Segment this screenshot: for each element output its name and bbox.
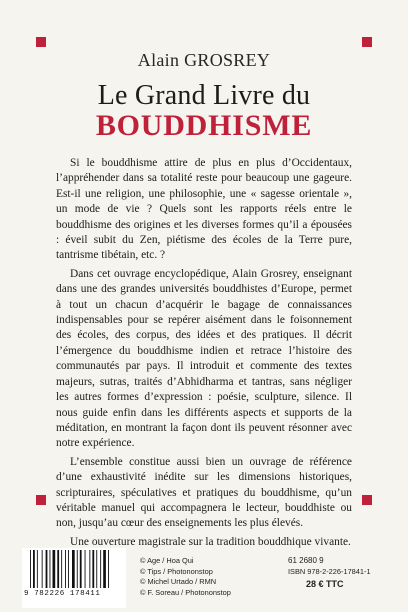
photo-credit: © Michel Urtado / RMN: [140, 577, 217, 586]
blurb-paragraph: Si le bouddhisme attire de plus en plus d’Occidentaux, l’appréhender dans sa totalité reste pour beaucoup une gageure. Est-il une religion, une philosophie, une « sagesse orientale », un mode de vie ? Quels sont les rapports réels entre le bouddhisme des origines et les diverses formes qu’il a épousées : éveil subit du Zen, piétisme des écoles de la Terre pure, tantrisme tibétain, etc. ?: [56, 157, 352, 262]
barcode-digits: 9 782226 178411: [24, 590, 101, 598]
blurb-paragraph: Une ouverture magistrale sur la tradition bouddhique vivante.: [70, 535, 351, 548]
title-line-1: Le Grand Livre du: [97, 80, 311, 111]
product-code: 61 2680 9: [288, 556, 324, 565]
barcode: [22, 548, 126, 608]
isbn: ISBN 978-2-226-17841-1: [288, 566, 371, 576]
corner-square-top-right: [362, 37, 372, 47]
blurb-paragraph: L’ensemble constitue aussi bien un ouvrage de référence d’une exhaustivité inédite sur les dimensions historiques, scripturaires, spéculatives et pratiques du bouddhisme, qu’un véritable manuel qui accompagnera le lecteur, bouddhiste ou non, jusqu’au cœur des enseignements les plus élevés.: [56, 455, 352, 530]
photo-credit: © F. Soreau / Photononstop: [140, 587, 231, 597]
blurb-paragraph: Dans cet ouvrage encyclopédique, Alain Grosrey, enseignant dans une des grandes universités bouddhistes d’Europe, permet à tout un chacun d’acquérir le bagage de connaissances indispensables pour se repérer aisément dans le foisonnement des écoles, des corpus, des idées et des pratiques. Il décrit l’émergence du bouddhisme indien et retrace l’histoire des communautés par pays. Il introduit et commente des textes majeurs, sutras, traités d’Abhidharma et tantras, sans négliger les autres formes d’expression : poésie, sculpture, silence. Il nous guide enfin dans les différents aspects et supports de la méditation, en montrant la façon dont ils peuvent résonner avec notre expérience.: [56, 267, 352, 450]
corner-square-top-left: [36, 37, 46, 47]
photo-credits: [140, 556, 270, 598]
corner-square-bottom-right: [362, 495, 372, 505]
publication-info: [288, 556, 398, 591]
photo-credit: © Tips / Photononstop: [140, 566, 213, 576]
price: 28 € TTC: [306, 579, 344, 589]
blurb: [56, 156, 352, 553]
barcode-bars: [30, 550, 120, 590]
corner-square-bottom-left: [36, 495, 46, 505]
photo-credit: © Age / Hoa Qui: [140, 556, 194, 565]
title-line-2: BOUDDHISME: [95, 109, 313, 142]
author-name: Alain GROSREY: [137, 50, 271, 70]
